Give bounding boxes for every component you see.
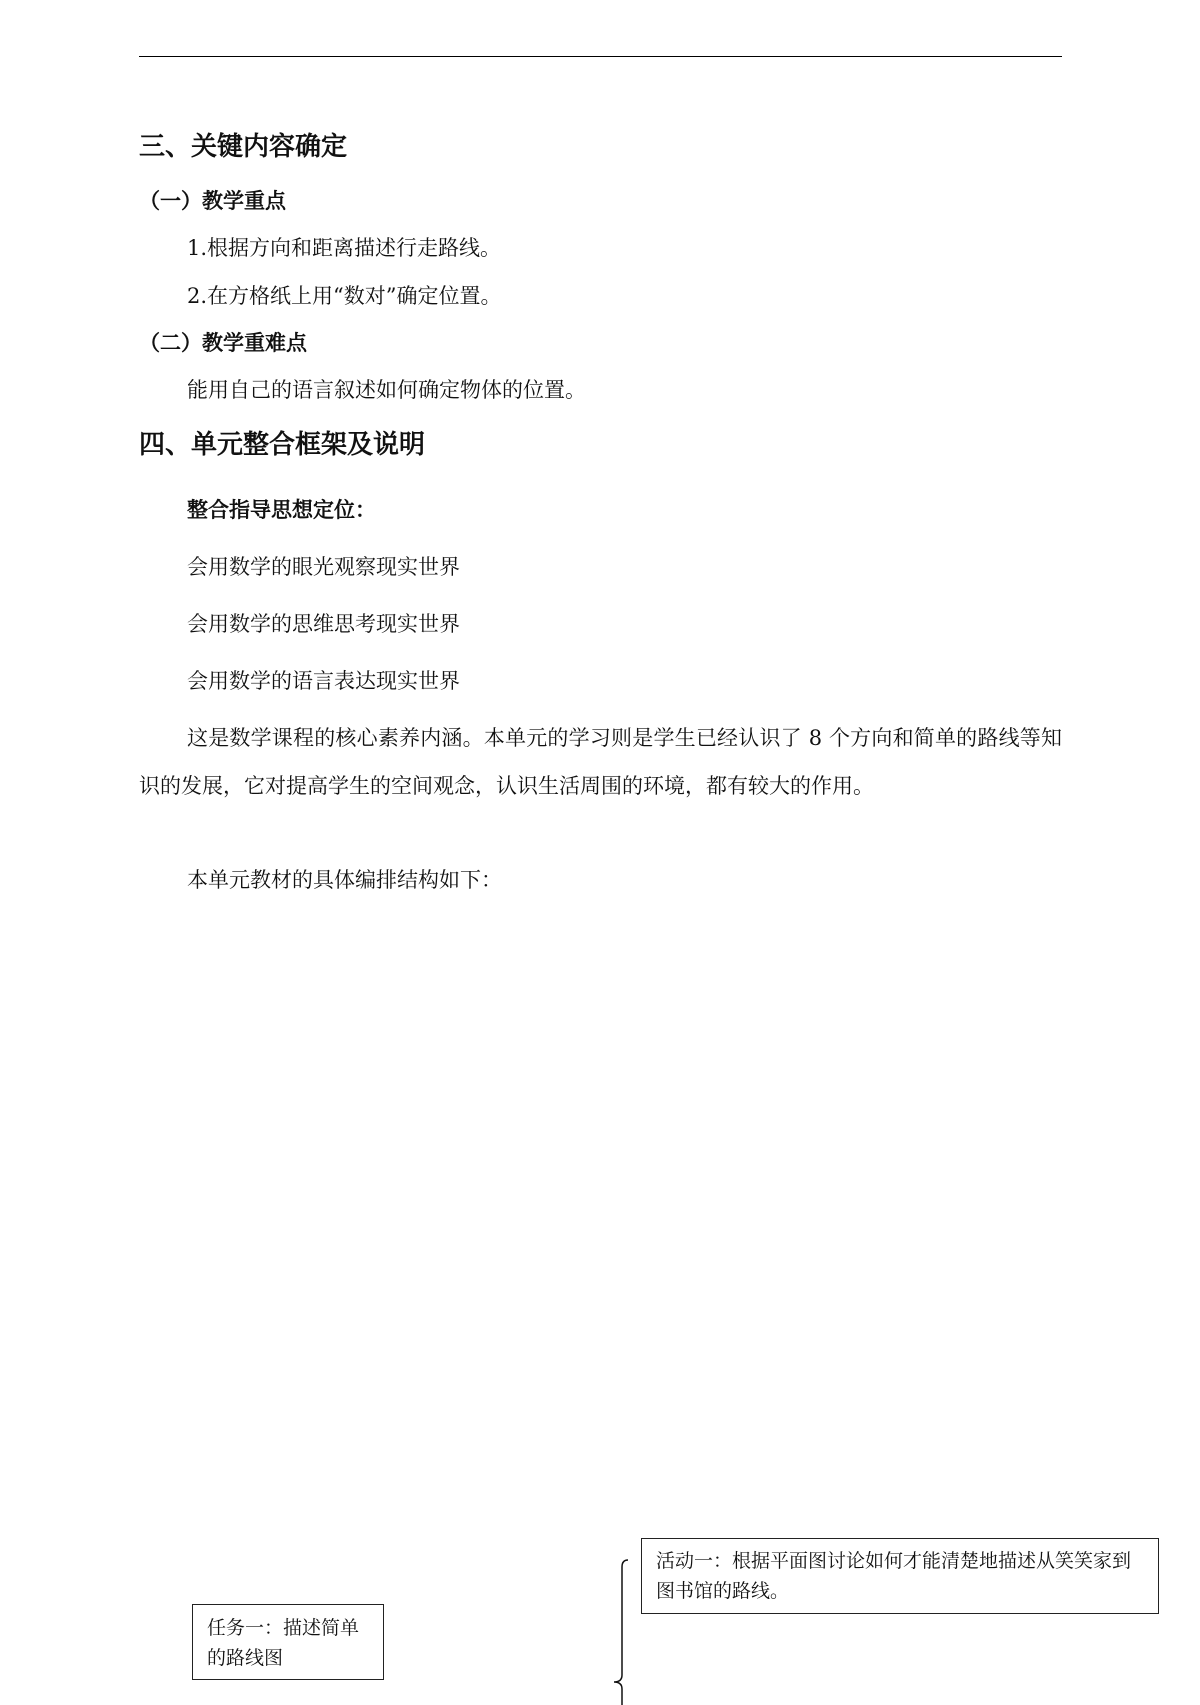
guide-line-3: 会用数学的语言表达现实世界 xyxy=(187,669,460,693)
task1-text: 任务一：描述简单的路线图 xyxy=(207,1617,360,1669)
guide-line-2: 会用数学的思维思考现实世界 xyxy=(187,612,460,636)
section4-title: 四、单元整合框架及说明 xyxy=(139,430,426,460)
activity1-box xyxy=(641,1538,1159,1614)
section3-title: 三、关键内容确定 xyxy=(139,132,348,162)
key-point-2: 2.在方格纸上用“数对”确定位置。 xyxy=(187,284,502,308)
structure-intro: 本单元教材的具体编排结构如下： xyxy=(187,868,502,892)
core-literacy-paragraph: 这是数学课程的核心素养内涵。本单元的学习则是学生已经认识了 8 个方向和简单的路线等知识的发展，它对提高学生的空间观念，认识生活周围的环境，都有较大的作用。 xyxy=(139,726,1062,798)
activity1-text: 活动一：根据平面图讨论如何才能清楚地描述从笑笑家到图书馆的路线。 xyxy=(656,1550,1132,1602)
sub1-title: （一）教学重点 xyxy=(139,189,286,213)
difficulty-text: 能用自己的语言叙述如何确定物体的位置。 xyxy=(187,378,586,402)
sub2-title: （二）教学重难点 xyxy=(139,331,307,355)
header-rule xyxy=(139,56,1062,57)
guide-line-1: 会用数学的眼光观察现实世界 xyxy=(187,555,460,579)
bracket-connector xyxy=(600,1555,640,1705)
key-point-1: 1.根据方向和距离描述行走路线。 xyxy=(187,236,502,260)
guide-title: 整合指导思想定位： xyxy=(187,498,376,522)
task1-box xyxy=(192,1604,384,1680)
